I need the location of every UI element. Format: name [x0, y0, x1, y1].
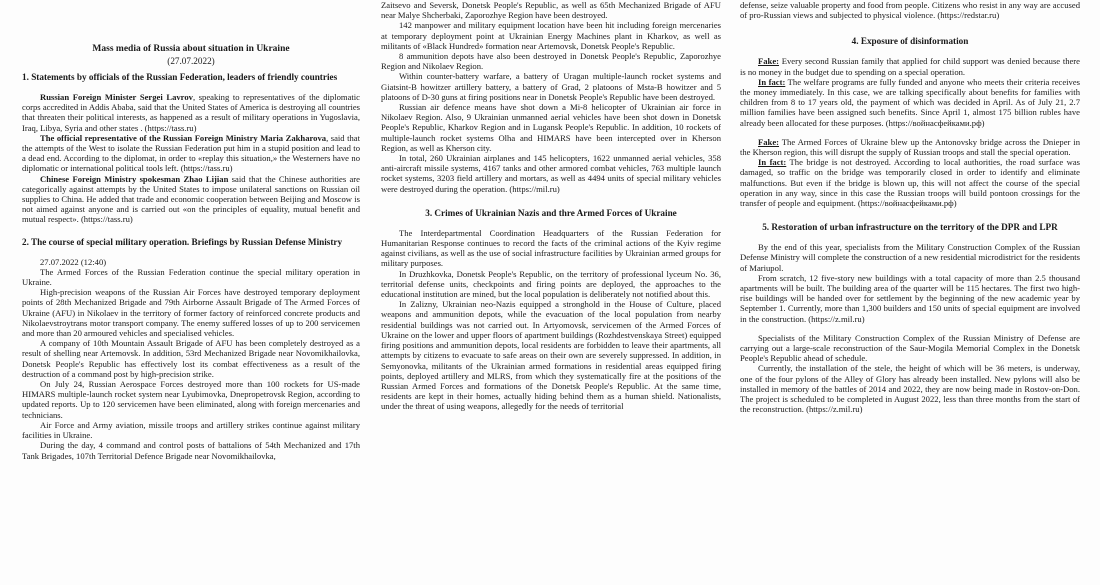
paragraph: From scratch, 12 five-story new buildings with a total capacity of more than 2.5 thousand apartments will be built. The building area of the quarter will be 115 hectares. The first two high-rise buildings will be handed over for settlement by the beginning of the new academic year by September 1. Currently, more than 1,300 builders and 150 units of special equipment are involved in the construction. (https://z.mil.ru): [740, 272, 1080, 324]
section-2-heading: 2. The course of special military operation. Briefings by Russian Defense Ministry: [22, 236, 343, 247]
in-fact-label: In fact:: [758, 76, 786, 87]
paragraph: Russian air defence means have shot down a Mi-8 helicopter of Ukrainian air force in Nikolaev Region. Also, 9 Ukrainian unmanned aerial vehicles have been shot down in Donetsk People's Republic, Kharkov Region and in Lugansk People's Republic. In addition, 10 rockets of multiple-launch rocket systems Olha and HIMARS have been intercepted over in Kherson Region, as well as Kherson city.: [381, 102, 721, 153]
paragraph-lavrov: [22, 92, 360, 133]
paragraph: A company of 10th Mountain Assault Brigade of AFU has been completely destroyed as a result of shelling near Artemovsk. In addition, 53rd Mechanized Brigade near Novomikhailovka, Donetsk People's Republic has effectively lost its combat effectiveness as a result of the destruction of a command post by high-precision strike.: [22, 338, 360, 379]
paragraph: Currently, the installation of the stele, the height of which will be 36 meters, is underway, one of the four pylons of the Alley of Glory has already been installed. New pylons will also be installed in memory of the battles of 2014 and 2022, they are now being made in Rostov-on-Don. The project is scheduled to be completed in August 2022, less than three months from the start of the reconstruction. (https://z.mil.ru): [740, 363, 1080, 415]
paragraph: 142 manpower and military equipment location have been hit including foreign mercenaries at temporary deployment point at Ukrainian Energy Machines plant in Kharkov, as well as militants of «Black Hundred» formation near Artemovsk, Donetsk People's Republic.: [381, 20, 721, 51]
fact-rebuttal-1: [740, 77, 1080, 128]
paragraph: The Interdepartmental Coordination Headquarters of the Russian Federation for Humanitarian Response continues to record the facts of the criminal actions of the Kyiv regime against civilians, as well as the use of social infrastructure facilities by Ukrainian armed groups for military purposes.: [381, 227, 721, 269]
fake-claim-1: [740, 56, 1080, 76]
paragraph: defense, seize valuable property and food from people. Citizens who resist in any way are accused of pro-Russian views and subjected to physical violence. (https://redstar.ru): [740, 0, 1080, 21]
section-3-heading: 3. Crimes of Ukrainian Nazis and thre Armed Forces of Ukraine: [425, 207, 677, 218]
zhao-statement: said that the Chinese authorities are categorically against attempts by the United States to impose unilateral sanctions on Russian oil supplies to China. He added that trade and economic cooperation between Beijing and Moscow is not aimed against anyone and is carried out «on the principles of equality, mutual benefit and mutual respect». (https://tass.ru): [22, 173, 360, 225]
column-3: [740, 0, 1080, 585]
paragraph: The Armed Forces of the Russian Federation continue the special military operation in Ukraine.: [22, 266, 360, 288]
section-1-heading: 1. Statements by officials of the Russian Federation, leaders of friendly countries: [22, 72, 338, 82]
column-2: [381, 0, 721, 585]
speaker-lavrov: Russian Foreign Minister Sergei Lavrov: [40, 92, 193, 102]
fake-claim-2: [740, 137, 1080, 157]
document-date: (27.07.2022): [167, 56, 215, 66]
paragraph: On July 24, Russian Aerospace Forces destroyed more than 100 rockets for US-made HIMARS multiple-launch rocket system near Lyubimovka, Dnepropetrovsk Region, according to updated reports. Up to 120 servicemen have been eliminated, along with foreign mercenaries and technicians.: [22, 379, 360, 420]
paragraph-zhao: [22, 174, 360, 225]
in-fact-label: In fact:: [758, 157, 787, 168]
paragraph: By the end of this year, specialists from the Military Construction Complex of the Russian Defense Ministry will complete the construction of a new residential microdistrict for the residents of Mariupol.: [740, 242, 1080, 273]
paragraph-zakharova: [22, 133, 360, 174]
paragraph: High-precision weapons of the Russian Air Forces have destroyed temporary deployment points of 28th Mechanized Brigade and 79th Airborne Assault Brigade of The Armed Forces of Ukraine (AFU) in Nikolaev in the territory of former factory of reinforced concrete products and Nikolaevstroytrans motor transport company. The enemy suffered losses of up to 200 servicemen and more than 20 armoured vehicles and specialised vehicles.: [22, 287, 360, 339]
zakharova-statement: , said that the attempts of the West to isolate the Russian Federation put him in a stupid position and lead to a dead end. According to the diplomat, in order to «replay this situation,» the Westerners have no diplomatic or international political tools left. (https://tass.ru): [22, 132, 360, 174]
document-title: Mass media of Russia about situation in Ukraine: [92, 44, 290, 54]
fake-label: Fake:: [758, 136, 780, 147]
fake-label: Fake:: [758, 56, 780, 67]
paragraph: Specialists of the Military Construction Complex of the Russian Ministry of Defense are carrying out a large-scale reconstruction of the Saur-Mogila Memorial Complex in the Donetsk People's Republic ahead of schedule.: [740, 332, 1080, 364]
paragraph: In Druzhkovka, Donetsk People's Republic, on the territory of professional lyceum No. 36, territorial defense units, checkpoints and firing points are deployed, the approaches to the educational institution are mined, but the local population is deliberately not notified about this.: [381, 268, 721, 300]
fake-claim-text: The Armed Forces of Ukraine blew up the Antonovsky bridge across the Dnieper in the Kherson region, this will disrupt the supply of Russian troops and stall the special operation.: [740, 136, 1080, 158]
paragraph: In total, 260 Ukrainian airplanes and 145 helicopters, 1622 unmanned aerial vehicles, 358 anti-aircraft missile systems, 4167 tanks and other armored combat vehicles, 763 multiple launch rocket systems, 3203 field artillery and mortars, as well as 4494 units of special military vehicles were destroyed during the operation. (https://mil.ru): [381, 153, 721, 194]
section-4-heading: 4. Exposure of disinformation: [851, 36, 969, 47]
fact-text: The bridge is not destroyed. According to local authorities, the road surface was damaged, so traffic on the bridge was temporarily closed in order to identify and eliminate malfunctions. But even if the bridge is blown up, this will not affect the course of the special operation in any way, since in this case the Russian troops will build pontoon crossings for the transfer of people and equipment. (https://войнасфейками.рф): [740, 157, 1080, 209]
paragraph: During the day, 4 command and control posts of battalions of 54th Mechanized and 17th Tank Brigades, 107th Territorial Defence Brigade near Novomikhailovka,: [22, 440, 360, 461]
section-5-heading: 5. Restoration of urban infrastructure on the territory of the DPR and LPR: [762, 222, 1058, 233]
paragraph: Air Force and Army aviation, missile troops and artillery strikes continue against military facilities in Ukraine.: [22, 419, 360, 441]
paragraph: 8 ammunition depots have also been destroyed in Donetsk People's Republic, Zaporozhye Region and Nikolaev Region.: [381, 51, 721, 72]
lavrov-statement: , speaking to representatives of the diplomatic corps accredited in Addis Ababa, said that the United States of America is destroying all countries that threaten their political interests, as happened as a result of military operations in Yugoslavia, Iraq, Libya, Syria and other states . (https://tass.ru): [22, 92, 360, 133]
briefing-time: 27.07.2022 (12:40): [40, 256, 107, 267]
paragraph: Zaitsevo and Seversk, Donetsk People's Republic, as well as 65th Mechanized Brigade of AFU near Malye Shcherbaki, Zaporozhye Region have been destroyed.: [381, 0, 721, 21]
column-1: [22, 68, 360, 585]
speaker-zhao: Chinese Foreign Ministry spokesman Zhao Lijian: [40, 173, 229, 184]
paragraph: Within counter-battery warfare, a battery of Uragan multiple-launch rocket systems and Giatsint-B howitzer artillery battery, a battery of Grad, 2 platoons of Msta-B howitzer and 5 platoons of D-30 guns at firing positions near in Donetsk People's Republic have been destroyed.: [381, 71, 721, 102]
fact-rebuttal-2: [740, 157, 1080, 208]
fact-text: The welfare programs are fully funded and anyone who meets their criteria receives the money immediately. In this case, we are talking specifically about benefits for families with children from 8 to 17 years old, the payment of which was decided in April. As of July 21, 2.7 million families have been assigned such benefits. Since April 1, almost 175 billion rubles have already been allocated for these purposes. (https://войнасфейками.рф): [740, 76, 1080, 128]
fake-claim-text: Every second Russian family that applied for child support was denied because there is no money in the budget due to spending on a special operation.: [740, 56, 1080, 77]
paragraph: In Zalizny, Ukrainian neo-Nazis equipped a stronghold in the House of Culture, placed weapons and ammunition depots, while the evacuation of the local population from nearby residential buildings was not carried out. In Artyomovsk, servicemen of the Armed Forces of Ukraine on the lower and upper floors of apartment buildings (Rozhdestvenskaya Street) equipped firing positions and ammunition depots, local residents are forbidden to leave their apartments, all attempts by citizens to evacuate to safe areas on their own are severely suppressed. In addition, in Semyonovka, militants of the Ukrainian armed formations in residential areas equipped firing points, deployed artillery and MLRS, from which they systematically fire at the positions of the Russian Armed Forces and formations of the Donetsk People's Republic. At the same time, residents are kept in their homes, actually hiding behind them as a human shield. Nationalists, under the threat of using weapons, allegedly for the needs of territorial: [381, 299, 721, 412]
speaker-zakharova: The official representative of the Russian Foreign Ministry Maria Zakharova: [40, 132, 327, 143]
